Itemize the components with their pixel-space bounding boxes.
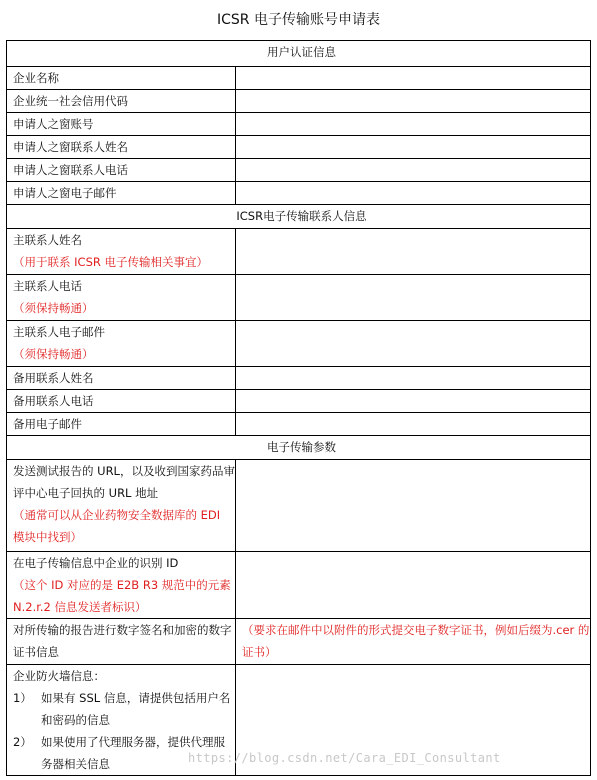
firewall-label-text: 企业防火墙信息： bbox=[13, 669, 105, 683]
label-main-contact-phone bbox=[7, 275, 236, 321]
label-certificate: 对所传输的报告进行数字签名和加密的数字证书信息 bbox=[7, 619, 236, 665]
label-credit-code: 企业统一社会信用代码 bbox=[7, 90, 236, 113]
field-backup-contact-name[interactable] bbox=[236, 367, 591, 390]
field-contact-phone[interactable] bbox=[236, 159, 591, 182]
main-contact-email-note: （须保持畅通） bbox=[13, 347, 94, 361]
label-contact-email: 申请人之窗电子邮件 bbox=[7, 182, 236, 205]
field-main-contact-name[interactable] bbox=[236, 229, 591, 275]
section-header-user-auth: 用户认证信息 bbox=[7, 41, 591, 67]
label-sender-id bbox=[7, 552, 236, 619]
sender-id-note: （这个 ID 对应的是 E2B R3 规范中的元素 N.2.r.2 信息发送者标识） bbox=[13, 578, 231, 614]
watermark: https://blog.csdn.net/Cara_EDI_Consultant bbox=[188, 751, 501, 765]
field-company-name[interactable] bbox=[236, 67, 591, 90]
field-account[interactable] bbox=[236, 113, 591, 136]
main-contact-phone-note: （须保持畅通） bbox=[13, 301, 94, 315]
main-contact-email-text: 主联系人电子邮件 bbox=[13, 325, 105, 339]
label-account: 申请人之窗账号 bbox=[7, 113, 236, 136]
sender-id-label-text: 在电子传输信息中企业的识别 ID bbox=[13, 556, 179, 570]
field-contact-name[interactable] bbox=[236, 136, 591, 159]
label-contact-name: 申请人之窗联系人姓名 bbox=[7, 136, 236, 159]
field-sender-id[interactable] bbox=[236, 552, 591, 619]
label-backup-contact-name: 备用联系人姓名 bbox=[7, 367, 236, 390]
label-backup-contact-phone: 备用联系人电话 bbox=[7, 390, 236, 413]
field-main-contact-phone[interactable] bbox=[236, 275, 591, 321]
firewall-item-number: 2） bbox=[13, 735, 32, 749]
label-main-contact-name bbox=[7, 229, 236, 275]
field-credit-code[interactable] bbox=[236, 90, 591, 113]
main-contact-name-text: 主联系人姓名 bbox=[13, 233, 82, 247]
field-url[interactable] bbox=[236, 460, 591, 552]
field-backup-email[interactable] bbox=[236, 413, 591, 436]
label-main-contact-email bbox=[7, 321, 236, 367]
firewall-item bbox=[13, 687, 235, 731]
field-backup-contact-phone[interactable] bbox=[236, 390, 591, 413]
field-contact-email[interactable] bbox=[236, 182, 591, 205]
application-form-table bbox=[6, 40, 591, 776]
form-title: ICSR 电子传输账号申请表 bbox=[217, 12, 380, 28]
label-company-name: 企业名称 bbox=[7, 67, 236, 90]
main-contact-name-note: （用于联系 ICSR 电子传输相关事宜） bbox=[13, 255, 209, 269]
section-header-contact: ICSR电子传输联系人信息 bbox=[7, 205, 591, 229]
label-contact-phone: 申请人之窗联系人电话 bbox=[7, 159, 236, 182]
label-backup-email: 备用电子邮件 bbox=[7, 413, 236, 436]
firewall-item-text: 如果使用了代理服务器，提供代理服务器相关信息 bbox=[41, 735, 225, 771]
label-url bbox=[7, 460, 236, 552]
firewall-item-text: 如果有 SSL 信息，请提供包括用户名和密码的信息 bbox=[41, 691, 231, 727]
certificate-requirement-note: （要求在邮件中以附件的形式提交电子数字证书，例如后缀为.cer 的证书） bbox=[236, 619, 591, 665]
url-note: （通常可以从企业药物安全数据库的 EDI 模块中找到） bbox=[13, 508, 221, 544]
firewall-item-number: 1） bbox=[13, 691, 32, 705]
section-header-transfer: 电子传输参数 bbox=[7, 436, 591, 460]
main-contact-phone-text: 主联系人电话 bbox=[13, 279, 82, 293]
url-label-text: 发送测试报告的 URL，以及收到国家药品审评中心电子回执的 URL 地址 bbox=[13, 464, 235, 500]
field-main-contact-email[interactable] bbox=[236, 321, 591, 367]
